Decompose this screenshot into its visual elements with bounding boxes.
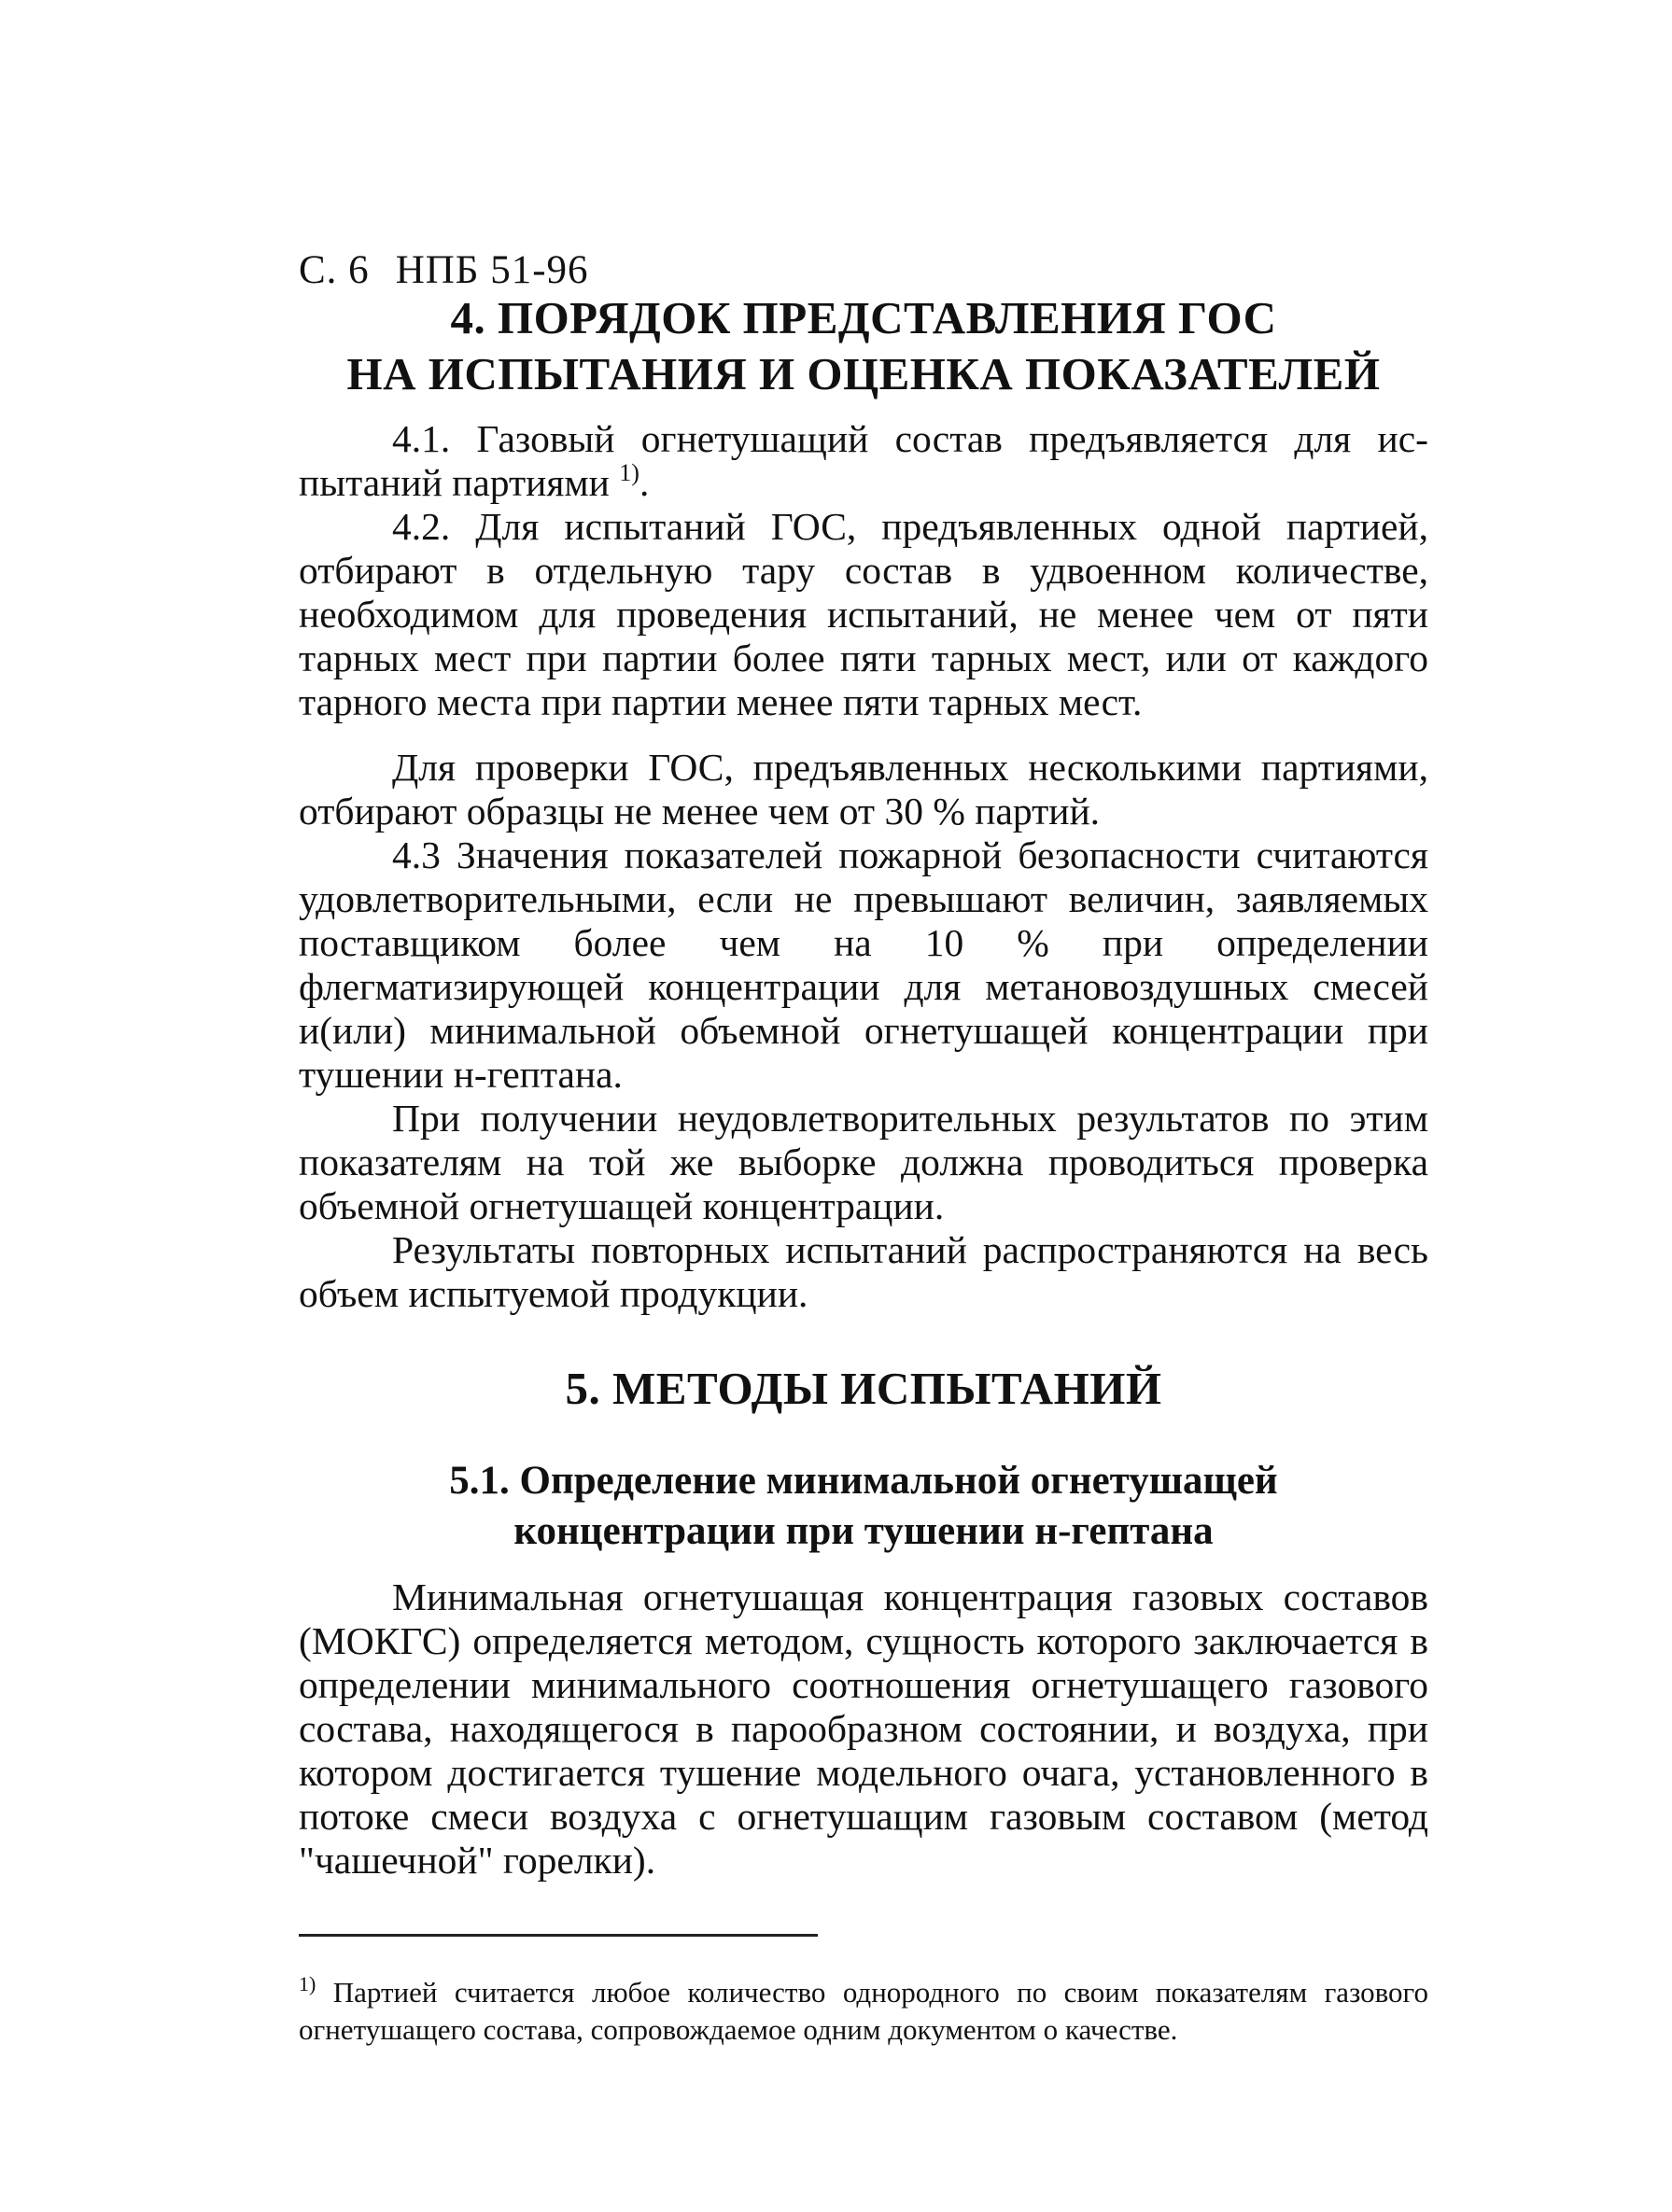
paragraph-4-3-repeat: Результаты повторных испытаний распространяются на весь объем испытуемой продукции. <box>299 1228 1428 1315</box>
paragraph-5-1: Минимальная огнетушащая концентрация газовых составов (МОКГС) определяется методом, сущность которого заключается в определении минимального соотношения огнетушащего газового состава, находящегося в парообразном состоянии, и воздуха, при котором достигается тушение модельного очага, установленного в потоке смеси воздуха с огнетушащим газовым составом (метод "чашечной" горелки). <box>299 1575 1428 1882</box>
paragraph-4-1-end: . <box>639 461 650 504</box>
section-5-title: 5. МЕТОДЫ ИСПЫТАНИЙ <box>565 1363 1162 1414</box>
document-code: НПБ 51-96 <box>395 248 589 292</box>
paragraph-4-2-extra: Для проверки ГОС, предъявленных несколькими партиями, отбирают образцы не менее чем от 30 % партий. <box>299 746 1428 833</box>
section-4-title-line1: 4. ПОРЯДОК ПРЕДСТАВЛЕНИЯ ГОС <box>450 292 1277 343</box>
subsection-5-1-title-line1: 5.1. Определение минимальной огнетушащей <box>449 1459 1278 1503</box>
section-4-body <box>299 417 1428 1316</box>
footnote-mark: 1) <box>299 1972 316 1995</box>
page-number: С. 6 <box>299 248 370 292</box>
paragraph-4-1-text: 4.1. Газовый огнетушащий состав предъявляется для испытаний партиями <box>299 417 1428 504</box>
paragraph-4-3-failure: При получении неудовлетворительных результатов по этим показателям на той же выборке должна проводиться проверка объемной огнетушащей концентрации. <box>299 1097 1428 1227</box>
footnote-divider <box>299 1934 818 1937</box>
paragraph-4-2: 4.2. Для испытаний ГОС, предъявленных одной партией, отбирают в отдельную тару состав в удвоенном количестве, необходимом для проведения испытаний, не менее чем от пяти тарных мест при партии более пяти тарных мест, или от каждого тарного места при партии менее пяти тарных мест. <box>299 505 1428 723</box>
subsection-5-1-title-line2: концентрации при тушении н-гептана <box>513 1509 1214 1553</box>
footnote <box>299 1974 1428 2049</box>
paragraph-4-1 <box>299 417 1428 505</box>
subsection-5-1-title <box>299 1456 1428 1557</box>
section-4-title-line2: НА ИСПЫТАНИЯ И ОЦЕНКА ПОКАЗАТЕЛЕЙ <box>346 348 1381 399</box>
running-header <box>299 247 1428 294</box>
document-page <box>299 247 1428 2078</box>
footnote-text: Партией считается любое количество однородного по своим показателям газового огнетушащего состава, сопровождаемое одним документом о качестве. <box>299 1976 1428 2046</box>
footnote-reference[interactable]: 1) <box>619 459 639 486</box>
paragraph-4-3: 4.3 Значения показателей пожарной безопасности считаются удовлетворительными, если не превышают величин, заявляемых поставщиком более чем на 10 % при определении флегматизирующей концентрации для метановоздушных смесей и(или) минимальной объемной огнетушащей концентрации при тушении н-гептана. <box>299 833 1428 1096</box>
section-4-title <box>299 290 1428 402</box>
section-5-body <box>299 1575 1428 1883</box>
